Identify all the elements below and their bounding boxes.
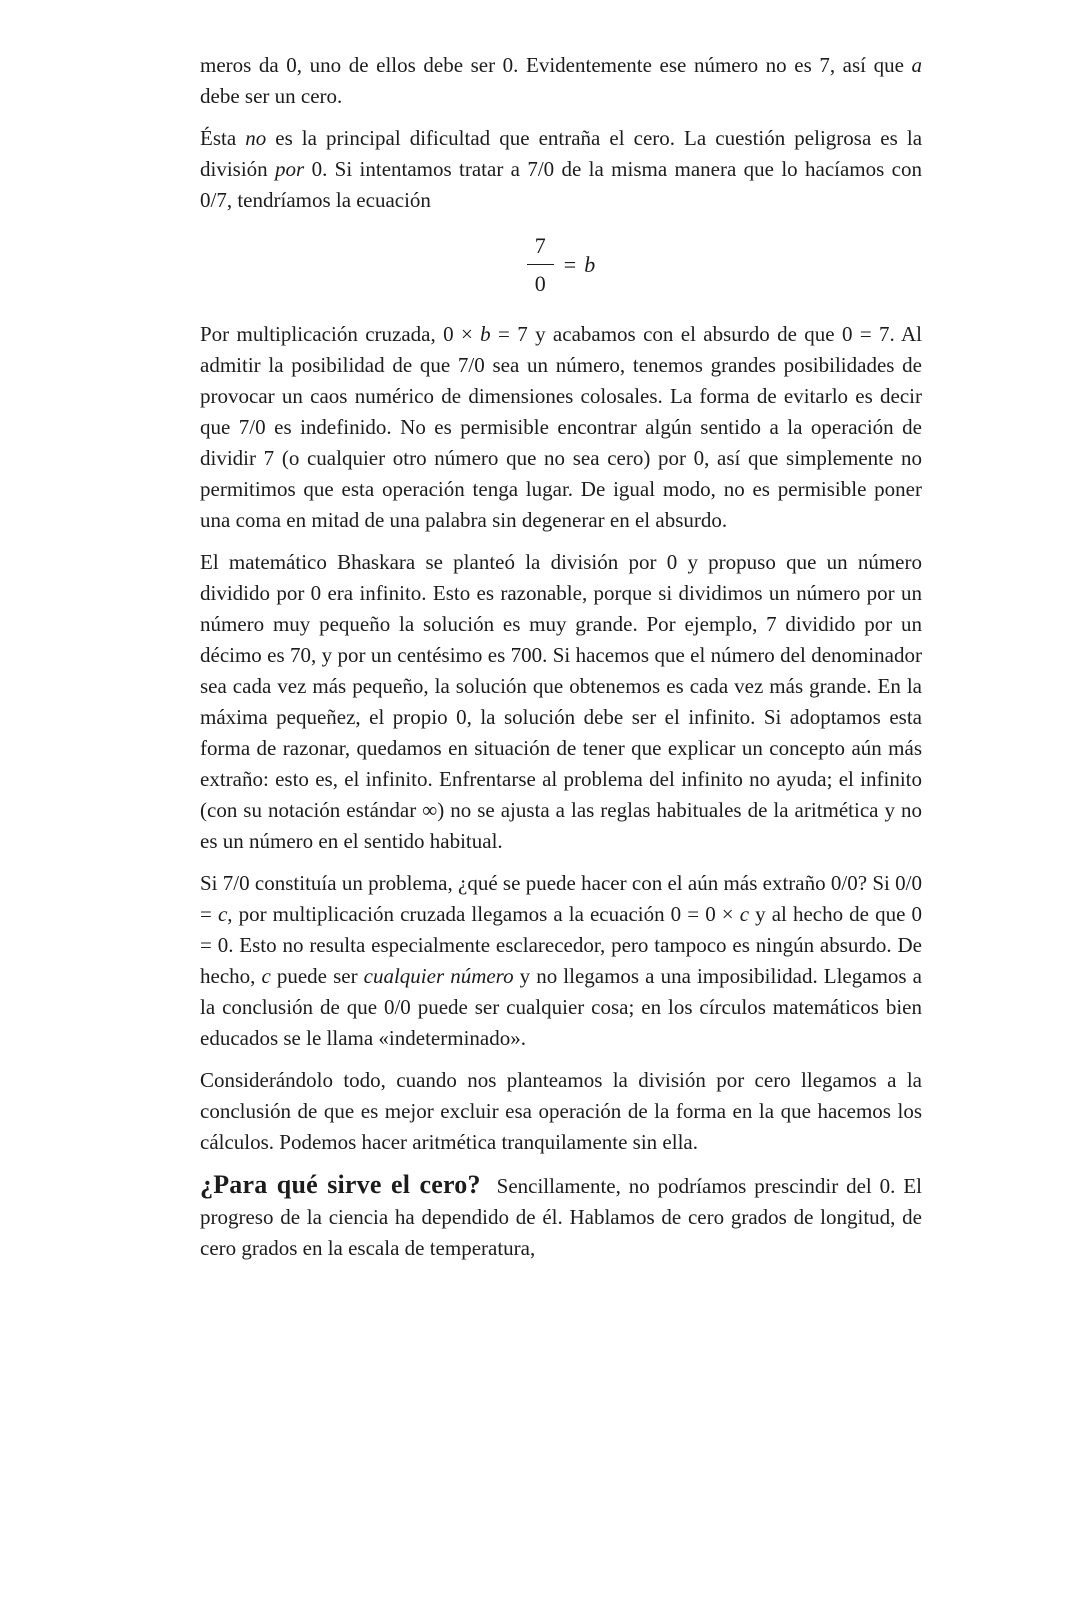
text-run: puede ser — [270, 964, 364, 988]
text-run: debe ser un cero. — [200, 84, 343, 108]
italic-text-run: a — [911, 53, 922, 77]
italic-text-run: c — [217, 902, 228, 926]
text-run: El matemático Bhaskara se planteó la división por 0 y propuso que un número dividido por 0 era infinito. Esto es razonable, porque si dividimos un número por un número muy pequeño la solución es muy grande. Por ejemplo, 7 dividido por un décimo es 70, y por un centésimo es 700. Si hacemos que el número del denominador sea cada vez más pequeño, la solución que obtenemos es cada vez más grande. En la máxima pequeñez, el propio 0, la solución debe ser el infinito. Si adoptamos esta forma de razonar, quedamos en situación de tener que explicar un concepto aún más extraño: esto es, el infinito. Enfrentarse al problema del infinito no ayuda; el infinito (con su notación estándar ∞) no se ajusta a las reglas habituales de la aritmética y no es un número en el sentido habitual. — [200, 550, 922, 853]
paragraph — [200, 547, 922, 857]
text-run: es la principal dificultad que entraña el cero. La cuestión peligrosa es la división — [200, 126, 923, 181]
fraction-numerator: 7 — [534, 233, 546, 258]
italic-text-run: c — [261, 964, 271, 988]
paragraph — [200, 319, 922, 536]
equals-sign: = — [563, 252, 577, 277]
paragraph — [200, 123, 922, 216]
text-run: Por multiplicación cruzada, 0 × — [200, 322, 481, 346]
fraction-denominator: 0 — [527, 264, 554, 299]
text-run: y al hecho de que 0 = 0. Esto no resulta especialmente esclarecedor, pero tampoco es ningún absurdo. De hecho, — [200, 902, 922, 988]
equation — [200, 230, 922, 299]
text-run: Considerándolo todo, cuando nos planteamos la división por cero llegamos a la conclusión de que es mejor excluir esa operación de la forma en la que hacemos los cálculos. Podemos hacer aritmética tranquilamente sin ella. — [200, 1068, 922, 1154]
paragraph — [200, 868, 922, 1054]
text-run: Ésta — [200, 126, 246, 150]
equation-variable: b — [584, 252, 596, 277]
italic-text-run: por — [275, 157, 305, 181]
paragraph — [200, 50, 922, 112]
inline-section-heading: ¿Para qué sirve el cero? — [200, 1170, 481, 1199]
text-run: , por multiplicación cruzada llegamos a la ecuación 0 = 0 × — [227, 902, 740, 926]
italic-text-run: cualquier número — [363, 964, 514, 988]
text-run: Si 7/0 constituía un problema, ¿qué se puede hacer con el aún más extraño 0/0? Si 0/0 = — [200, 871, 922, 926]
italic-text-run: no — [245, 126, 267, 150]
italic-text-run: b — [480, 322, 491, 346]
text-run: meros da 0, uno de ellos debe ser 0. Evidentemente ese número no es 7, así que — [200, 53, 912, 77]
paragraph — [200, 1065, 922, 1158]
text-column — [200, 50, 922, 1275]
text-run: Sencillamente, no podríamos prescindir del 0. El progreso de la ciencia ha dependido de él. Hablamos de cero grados de longitud, de cero grados en la escala de temperatura, — [200, 1174, 922, 1260]
italic-text-run: c — [739, 902, 750, 926]
fraction — [527, 230, 554, 299]
text-run: y no llegamos a una imposibilidad. Llegamos a la conclusión de que 0/0 puede ser cualquier cosa; en los círculos matemáticos bien educados se le llama «indeterminado». — [200, 964, 922, 1050]
text-run: 0. Si intentamos tratar a 7/0 de la misma manera que lo hacíamos con 0/7, tendríamos la ecuación — [200, 157, 922, 212]
paragraph — [200, 1169, 922, 1264]
text-run: = 7 y acabamos con el absurdo de que 0 = 7. Al admitir la posibilidad de que 7/0 sea un número, tenemos grandes posibilidades de provocar un caos numérico de dimensiones colosales. La forma de evitarlo es decir que 7/0 es indefinido. No es permisible encontrar algún sentido a la operación de dividir 7 (o cualquier otro número que no sea cero) por 0, así que simplemente no permitimos que esta operación tenga lugar. De igual modo, no es permisible poner una coma en mitad de una palabra sin degenerar en el absurdo. — [200, 322, 922, 532]
